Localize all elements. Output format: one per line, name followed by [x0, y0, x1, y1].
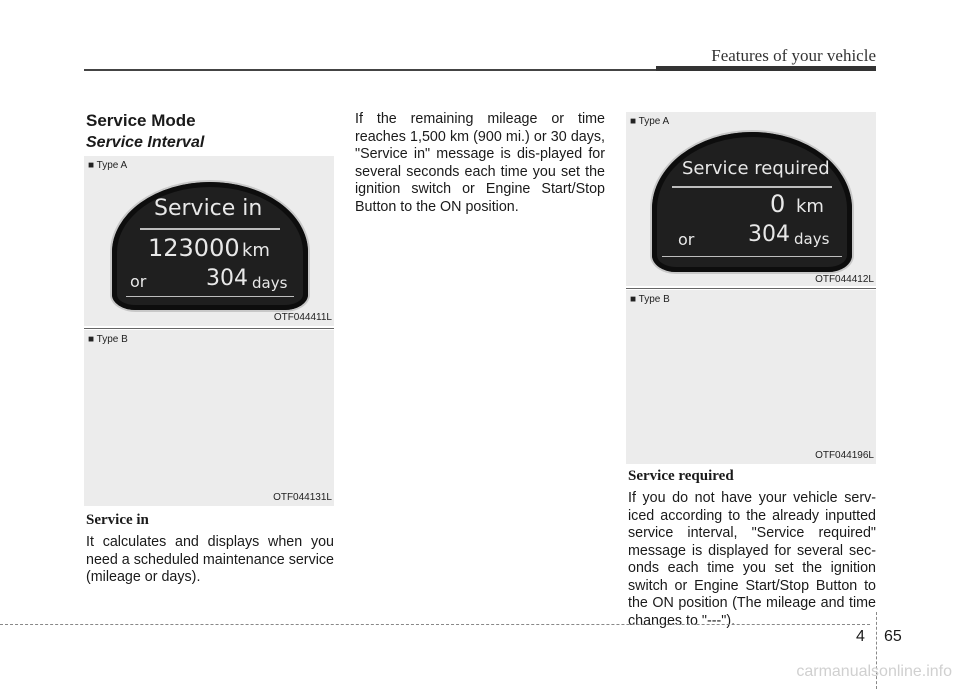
- header-rule-accent: [656, 66, 876, 71]
- figure-separator: [84, 328, 334, 329]
- section-title: Service Mode: [86, 111, 196, 130]
- figure-code: OTF044196L: [815, 450, 874, 461]
- footer-rule: [0, 624, 870, 625]
- page-header-title: Features of your vehicle: [711, 46, 876, 65]
- service-in-paragraph: It calculates and displays when you need a scheduled maintenance service (mileage or days).: [86, 534, 334, 585]
- display-divider: [672, 186, 832, 188]
- service-required-heading: Service required: [628, 468, 734, 484]
- display-distance-unit: km: [796, 196, 824, 217]
- page-number: 65: [884, 628, 902, 645]
- display-bottom-line: [662, 256, 842, 257]
- figure-service-in-type-b: [84, 330, 334, 506]
- display-distance-unit: km: [242, 240, 270, 261]
- figure-service-required-type-a: [626, 112, 876, 286]
- display-or-text: or: [678, 230, 695, 249]
- service-required-paragraph: If you do not have your vehicle serv-iced according to the already inputted service interval, "Service required" message is displayed for several sec-onds each time you set the ignition switch or Engine Start/Stop Button to the ON position (The mileage and time changes to "---").: [628, 490, 876, 629]
- figure-code: OTF044411L: [273, 312, 332, 323]
- footer-watermark-link[interactable]: carmanualsonline.info: [796, 663, 952, 680]
- figure-code: OTF044131L: [273, 492, 332, 503]
- figure-type-label: ■ Type B: [88, 334, 128, 345]
- figure-type-label: ■ Type A: [88, 160, 128, 171]
- figure-type-label: ■ Type B: [630, 294, 670, 305]
- instrument-cluster-display: [112, 182, 308, 310]
- service-in-heading: Service in: [86, 512, 149, 528]
- display-days-value: 304: [206, 266, 248, 291]
- figure-type-label: ■ Type A: [630, 116, 670, 127]
- figure-code: OTF044412L: [815, 274, 874, 285]
- figure-service-in-type-a: [84, 156, 334, 326]
- display-days-value: 304: [748, 222, 790, 247]
- display-distance-value: 0: [770, 190, 786, 218]
- display-divider: [140, 228, 280, 230]
- display-or-text: or: [130, 272, 147, 291]
- display-bottom-line: [126, 296, 294, 297]
- chapter-number: 4: [856, 628, 865, 645]
- display-service-in-text: Service in: [154, 196, 263, 221]
- figure-service-required-type-b: [626, 290, 876, 464]
- service-in-threshold-paragraph: If the remaining mileage or time reaches 1,500 km (900 mi.) or 30 days, "Service in" message is dis-played for several seconds each time you set the ignition switch or Engine Start/Stop Button to the ON position.: [355, 111, 605, 215]
- display-distance-value: 123000: [148, 234, 240, 262]
- figure-separator: [626, 288, 876, 289]
- display-service-required-text: Service required: [682, 158, 830, 179]
- display-days-unit: days: [252, 274, 288, 292]
- display-days-unit: days: [794, 230, 830, 248]
- instrument-cluster-display: [652, 132, 852, 272]
- subsection-title: Service Interval: [86, 134, 205, 151]
